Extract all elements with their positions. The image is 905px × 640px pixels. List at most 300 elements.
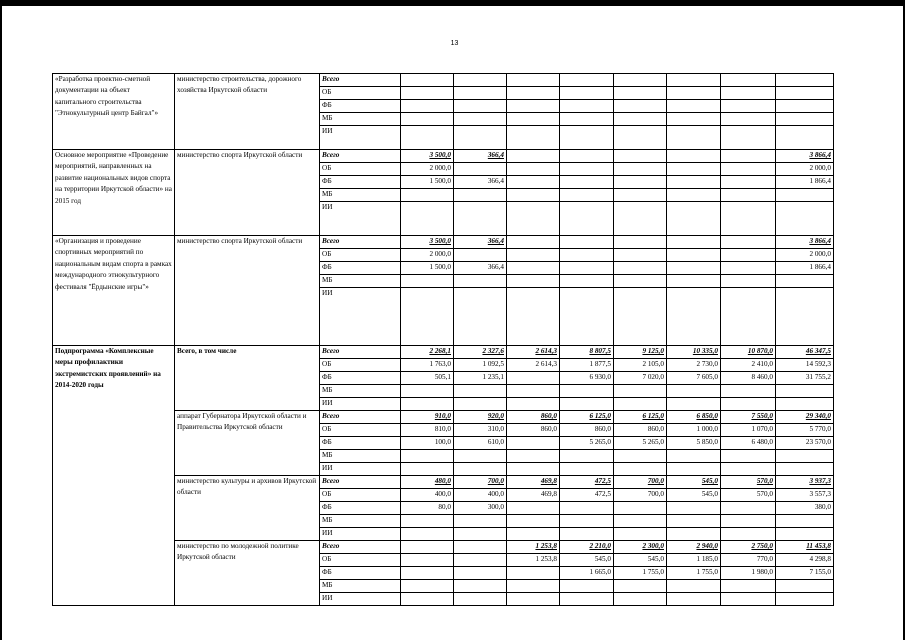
value-cell: [614, 113, 667, 126]
value-cell: [614, 593, 667, 606]
value-cell: [454, 126, 507, 150]
value-cell: [507, 189, 560, 202]
value-cell: 3 866,4: [776, 236, 834, 249]
value-cell: 505,1: [401, 372, 454, 385]
value-cell: 366,4: [454, 176, 507, 189]
value-cell: 700,0: [614, 476, 667, 489]
value-cell: 1 665,0: [560, 567, 614, 580]
value-cell: 3 500,0: [401, 236, 454, 249]
value-cell: [560, 398, 614, 411]
measure-name: «Разработка проектно-сметной документации на объект капитального строительства "Этнокультурный центр Байгал"»: [53, 74, 175, 150]
value-cell: [560, 528, 614, 541]
value-cell: 700,0: [614, 489, 667, 502]
value-cell: 2 000,0: [776, 249, 834, 262]
value-cell: [721, 385, 776, 398]
value-cell: 1 500,0: [401, 176, 454, 189]
measure-name: Основное мероприятие «Проведение мероприятий, направленных на развитие национальных видов спорта на территории Иркутской области» на 2015 год: [53, 150, 175, 236]
value-cell: 400,0: [454, 489, 507, 502]
value-cell: [667, 202, 721, 236]
value-cell: [507, 502, 560, 515]
value-cell: 6 850,0: [667, 411, 721, 424]
value-cell: [776, 580, 834, 593]
value-cell: [401, 385, 454, 398]
value-cell: [667, 450, 721, 463]
value-cell: [560, 385, 614, 398]
table-row: [53, 74, 834, 87]
value-cell: [667, 593, 721, 606]
funding-source: ФБ: [320, 372, 401, 385]
value-cell: 310,0: [454, 424, 507, 437]
value-cell: [507, 515, 560, 528]
value-cell: [667, 262, 721, 275]
funding-source: МБ: [320, 275, 401, 288]
value-cell: [667, 189, 721, 202]
value-cell: [776, 74, 834, 87]
value-cell: 7 605,0: [667, 372, 721, 385]
value-cell: 2 327,6: [454, 346, 507, 359]
value-cell: [507, 126, 560, 150]
funding-source: Всего: [320, 74, 401, 87]
value-cell: 1 755,0: [614, 567, 667, 580]
value-cell: [560, 189, 614, 202]
funding-source: ФБ: [320, 176, 401, 189]
value-cell: [454, 528, 507, 541]
value-cell: [721, 275, 776, 288]
value-cell: 4 298,8: [776, 554, 834, 567]
value-cell: 2 268,1: [401, 346, 454, 359]
value-cell: [401, 593, 454, 606]
value-cell: 11 453,8: [776, 541, 834, 554]
value-cell: 1 235,1: [454, 372, 507, 385]
value-cell: [560, 502, 614, 515]
value-cell: [614, 288, 667, 346]
value-cell: 920,0: [454, 411, 507, 424]
funding-source: ОБ: [320, 163, 401, 176]
value-cell: 300,0: [454, 502, 507, 515]
value-cell: [454, 189, 507, 202]
value-cell: 700,0: [454, 476, 507, 489]
table-row: [53, 236, 834, 249]
value-cell: [560, 515, 614, 528]
value-cell: [401, 87, 454, 100]
value-cell: [614, 236, 667, 249]
value-cell: 380,0: [776, 502, 834, 515]
value-cell: 80,0: [401, 502, 454, 515]
value-cell: [401, 189, 454, 202]
value-cell: [560, 236, 614, 249]
funding-source: ОБ: [320, 554, 401, 567]
value-cell: [614, 528, 667, 541]
value-cell: [560, 74, 614, 87]
value-cell: [507, 262, 560, 275]
value-cell: [614, 249, 667, 262]
value-cell: [721, 262, 776, 275]
value-cell: 545,0: [614, 554, 667, 567]
value-cell: 2 614,3: [507, 359, 560, 372]
value-cell: [454, 275, 507, 288]
value-cell: 545,0: [560, 554, 614, 567]
value-cell: [776, 593, 834, 606]
value-cell: [401, 541, 454, 554]
value-cell: [721, 189, 776, 202]
value-cell: [721, 593, 776, 606]
funding-source: МБ: [320, 515, 401, 528]
value-cell: [560, 176, 614, 189]
value-cell: [560, 580, 614, 593]
value-cell: [667, 515, 721, 528]
value-cell: 6 125,0: [560, 411, 614, 424]
value-cell: 2 105,0: [614, 359, 667, 372]
value-cell: [560, 450, 614, 463]
value-cell: [667, 528, 721, 541]
value-cell: [401, 74, 454, 87]
value-cell: [776, 126, 834, 150]
value-cell: 2 614,3: [507, 346, 560, 359]
value-cell: [776, 528, 834, 541]
value-cell: 910,0: [401, 411, 454, 424]
value-cell: [401, 202, 454, 236]
value-cell: 860,0: [507, 411, 560, 424]
value-cell: [507, 163, 560, 176]
value-cell: [776, 463, 834, 476]
value-cell: [721, 463, 776, 476]
value-cell: [507, 176, 560, 189]
value-cell: [507, 150, 560, 163]
value-cell: [560, 126, 614, 150]
value-cell: 810,0: [401, 424, 454, 437]
value-cell: 6 930,0: [560, 372, 614, 385]
value-cell: [721, 515, 776, 528]
value-cell: [614, 385, 667, 398]
value-cell: 7 550,0: [721, 411, 776, 424]
value-cell: 570,0: [721, 476, 776, 489]
value-cell: 8 807,5: [560, 346, 614, 359]
value-cell: 3 557,3: [776, 489, 834, 502]
value-cell: [667, 100, 721, 113]
value-cell: [614, 502, 667, 515]
funding-source: ИИ: [320, 528, 401, 541]
funding-source: ИИ: [320, 398, 401, 411]
value-cell: [401, 398, 454, 411]
executor-name: министерство спорта Иркутской области: [175, 236, 320, 346]
value-cell: [454, 567, 507, 580]
value-cell: [507, 202, 560, 236]
value-cell: [454, 554, 507, 567]
value-cell: [454, 113, 507, 126]
value-cell: 480,0: [401, 476, 454, 489]
value-cell: 1 877,5: [560, 359, 614, 372]
executor-name: министерство строительства, дорожного хозяйства Иркутской области: [175, 74, 320, 150]
value-cell: [721, 288, 776, 346]
funding-source: ИИ: [320, 202, 401, 236]
value-cell: 2 750,0: [721, 541, 776, 554]
value-cell: [507, 288, 560, 346]
value-cell: [454, 87, 507, 100]
value-cell: [721, 528, 776, 541]
value-cell: 770,0: [721, 554, 776, 567]
value-cell: [454, 463, 507, 476]
funding-source: ИИ: [320, 463, 401, 476]
value-cell: 366,4: [454, 236, 507, 249]
value-cell: [560, 593, 614, 606]
value-cell: [454, 163, 507, 176]
value-cell: [454, 450, 507, 463]
value-cell: [454, 385, 507, 398]
value-cell: [614, 450, 667, 463]
value-cell: 469,8: [507, 489, 560, 502]
value-cell: [560, 249, 614, 262]
value-cell: [667, 176, 721, 189]
value-cell: [667, 275, 721, 288]
value-cell: [721, 450, 776, 463]
funding-source: ОБ: [320, 489, 401, 502]
value-cell: [507, 593, 560, 606]
value-cell: 29 340,0: [776, 411, 834, 424]
executor-name: министерство по молодежной политике Иркутской области: [175, 541, 320, 606]
value-cell: [401, 288, 454, 346]
executor-name: аппарат Губернатора Иркутской области и Правительства Иркутской области: [175, 411, 320, 476]
value-cell: 8 460,0: [721, 372, 776, 385]
value-cell: [560, 288, 614, 346]
value-cell: [614, 189, 667, 202]
value-cell: 1 866,4: [776, 176, 834, 189]
value-cell: 1 092,5: [454, 359, 507, 372]
value-cell: [721, 398, 776, 411]
table-row: [53, 150, 834, 163]
value-cell: 2 410,0: [721, 359, 776, 372]
value-cell: 46 347,5: [776, 346, 834, 359]
value-cell: [560, 202, 614, 236]
value-cell: 2 940,0: [667, 541, 721, 554]
value-cell: [507, 100, 560, 113]
value-cell: 6 125,0: [614, 411, 667, 424]
value-cell: 472,5: [560, 489, 614, 502]
value-cell: [401, 100, 454, 113]
value-cell: [776, 275, 834, 288]
value-cell: [454, 541, 507, 554]
value-cell: [721, 202, 776, 236]
value-cell: [507, 463, 560, 476]
funding-source: ОБ: [320, 424, 401, 437]
funding-source: Всего: [320, 236, 401, 249]
value-cell: 2 210,0: [560, 541, 614, 554]
value-cell: [454, 74, 507, 87]
funding-source: МБ: [320, 189, 401, 202]
value-cell: 472,5: [560, 476, 614, 489]
funding-source: МБ: [320, 580, 401, 593]
value-cell: [776, 100, 834, 113]
value-cell: 1 185,0: [667, 554, 721, 567]
value-cell: [614, 515, 667, 528]
value-cell: 1 763,0: [401, 359, 454, 372]
value-cell: [454, 100, 507, 113]
value-cell: [401, 554, 454, 567]
value-cell: [667, 288, 721, 346]
value-cell: 1 500,0: [401, 262, 454, 275]
value-cell: 545,0: [667, 489, 721, 502]
value-cell: 3 866,4: [776, 150, 834, 163]
value-cell: [507, 372, 560, 385]
value-cell: [667, 580, 721, 593]
value-cell: [776, 385, 834, 398]
value-cell: [667, 113, 721, 126]
funding-source: Всего: [320, 150, 401, 163]
value-cell: [721, 236, 776, 249]
value-cell: [507, 580, 560, 593]
funding-source: ФБ: [320, 502, 401, 515]
value-cell: 3 500,0: [401, 150, 454, 163]
value-cell: [721, 249, 776, 262]
funding-source: ФБ: [320, 262, 401, 275]
value-cell: 9 125,0: [614, 346, 667, 359]
value-cell: 10 870,0: [721, 346, 776, 359]
value-cell: [507, 74, 560, 87]
value-cell: [401, 113, 454, 126]
value-cell: [507, 236, 560, 249]
value-cell: [667, 236, 721, 249]
value-cell: 5 265,0: [560, 437, 614, 450]
value-cell: [721, 580, 776, 593]
funding-source: МБ: [320, 450, 401, 463]
value-cell: [560, 163, 614, 176]
value-cell: 1 070,0: [721, 424, 776, 437]
value-cell: 14 592,3: [776, 359, 834, 372]
value-cell: 400,0: [401, 489, 454, 502]
executor-name: министерство спорта Иркутской области: [175, 150, 320, 236]
value-cell: [667, 398, 721, 411]
value-cell: [776, 288, 834, 346]
value-cell: [614, 163, 667, 176]
value-cell: [667, 150, 721, 163]
value-cell: [614, 126, 667, 150]
value-cell: 1 866,4: [776, 262, 834, 275]
value-cell: 100,0: [401, 437, 454, 450]
value-cell: 2 000,0: [401, 163, 454, 176]
value-cell: [667, 463, 721, 476]
value-cell: [401, 126, 454, 150]
funding-source: МБ: [320, 385, 401, 398]
value-cell: [614, 74, 667, 87]
funding-source: Всего: [320, 476, 401, 489]
value-cell: [667, 87, 721, 100]
value-cell: [721, 113, 776, 126]
value-cell: 7 020,0: [614, 372, 667, 385]
value-cell: [454, 515, 507, 528]
value-cell: [507, 275, 560, 288]
value-cell: 2 000,0: [776, 163, 834, 176]
value-cell: 10 335,0: [667, 346, 721, 359]
funding-source: Всего: [320, 541, 401, 554]
executor-name: министерство культуры и архивов Иркутской области: [175, 476, 320, 541]
value-cell: 1 755,0: [667, 567, 721, 580]
value-cell: [721, 74, 776, 87]
value-cell: [507, 385, 560, 398]
value-cell: [507, 528, 560, 541]
value-cell: [667, 502, 721, 515]
value-cell: 5 850,0: [667, 437, 721, 450]
measure-name: «Организация и проведение спортивных мероприятий по национальным видам спорта в рамках международного этнокультурного фестиваля "Ёрдынские игры"»: [53, 236, 175, 346]
funding-source: МБ: [320, 113, 401, 126]
value-cell: [721, 176, 776, 189]
value-cell: [560, 262, 614, 275]
value-cell: 31 755,2: [776, 372, 834, 385]
value-cell: [560, 87, 614, 100]
value-cell: [776, 189, 834, 202]
value-cell: 1 253,8: [507, 541, 560, 554]
value-cell: [401, 450, 454, 463]
value-cell: [560, 100, 614, 113]
value-cell: [507, 113, 560, 126]
value-cell: [401, 463, 454, 476]
value-cell: 860,0: [560, 424, 614, 437]
value-cell: [614, 580, 667, 593]
value-cell: 2 730,0: [667, 359, 721, 372]
value-cell: [667, 385, 721, 398]
value-cell: [776, 202, 834, 236]
value-cell: [614, 202, 667, 236]
value-cell: 860,0: [614, 424, 667, 437]
value-cell: 3 937,3: [776, 476, 834, 489]
value-cell: 610,0: [454, 437, 507, 450]
value-cell: 570,0: [721, 489, 776, 502]
funding-source: Всего: [320, 346, 401, 359]
value-cell: [614, 100, 667, 113]
funding-source: ФБ: [320, 567, 401, 580]
value-cell: [401, 580, 454, 593]
value-cell: [721, 163, 776, 176]
value-cell: [454, 398, 507, 411]
value-cell: [667, 74, 721, 87]
value-cell: 5 770,0: [776, 424, 834, 437]
value-cell: [401, 275, 454, 288]
value-cell: [721, 87, 776, 100]
value-cell: [776, 450, 834, 463]
value-cell: [507, 450, 560, 463]
funding-source: ОБ: [320, 249, 401, 262]
value-cell: [560, 275, 614, 288]
value-cell: [667, 126, 721, 150]
page-number: 13: [450, 40, 459, 47]
value-cell: [507, 398, 560, 411]
budget-table: [52, 73, 834, 606]
value-cell: 23 570,0: [776, 437, 834, 450]
value-cell: 366,4: [454, 150, 507, 163]
value-cell: [776, 113, 834, 126]
value-cell: [614, 398, 667, 411]
value-cell: 2 000,0: [401, 249, 454, 262]
value-cell: [721, 100, 776, 113]
value-cell: [401, 528, 454, 541]
value-cell: [560, 113, 614, 126]
funding-source: ИИ: [320, 593, 401, 606]
value-cell: 545,0: [667, 476, 721, 489]
funding-source: ОБ: [320, 87, 401, 100]
value-cell: 1 000,0: [667, 424, 721, 437]
value-cell: [454, 593, 507, 606]
funding-source: ИИ: [320, 288, 401, 346]
value-cell: [614, 275, 667, 288]
value-cell: 6 480,0: [721, 437, 776, 450]
value-cell: [454, 288, 507, 346]
value-cell: [614, 176, 667, 189]
value-cell: 1 980,0: [721, 567, 776, 580]
value-cell: [454, 202, 507, 236]
value-cell: [507, 87, 560, 100]
value-cell: 2 300,0: [614, 541, 667, 554]
executor-name: Всего, в том числе: [175, 346, 320, 411]
value-cell: [454, 580, 507, 593]
value-cell: [614, 463, 667, 476]
